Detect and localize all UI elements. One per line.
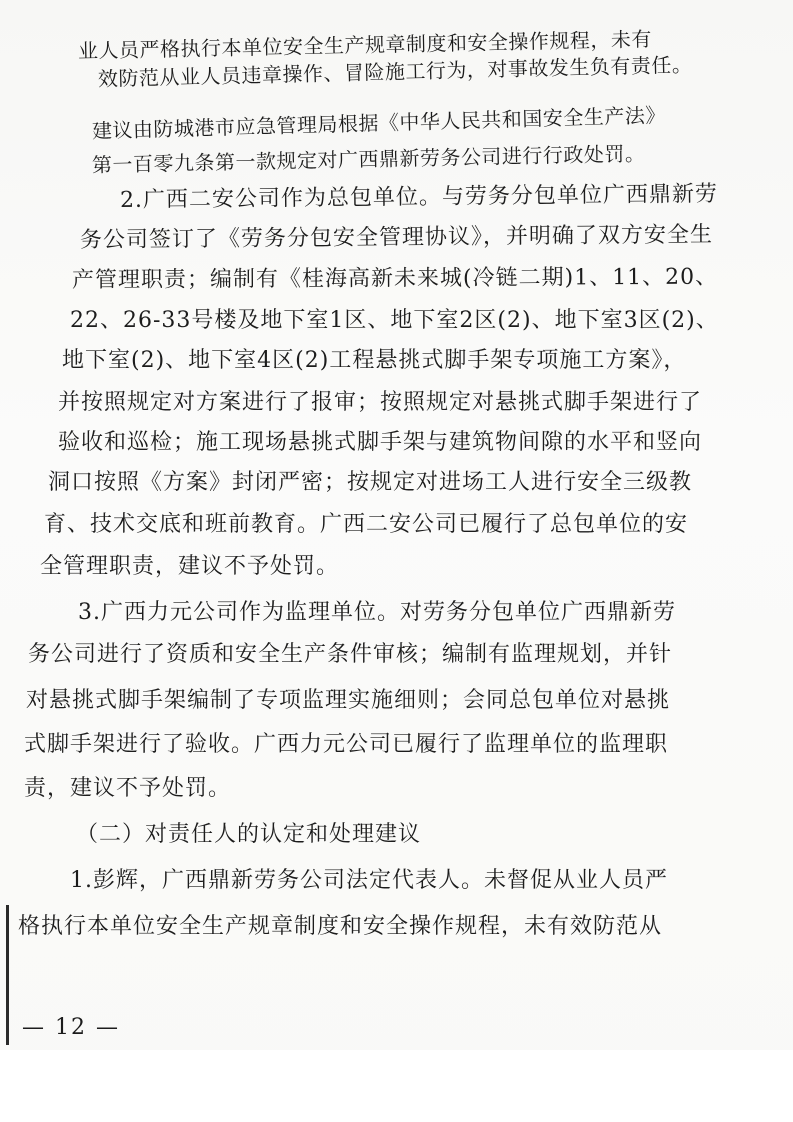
text-line: 并按照规定对方案进行了报审；按照规定对悬挑式脚手架进行了 [58,390,703,415]
text-line: 育、技术交底和班前教育。广西二安公司已履行了总包单位的安 [44,512,689,537]
text-line: 地下室(2)、地下室4区(2)工程悬挑式脚手架专项施工方案》， [62,348,687,373]
text-line: 洞口按照《方案》封闭严密；按规定对进场工人进行安全三级教 [48,470,693,495]
binder-edge [6,905,9,1045]
text-line: 业人员严格执行本单位安全生产规章制度和安全操作规程，未有 [77,26,653,63]
page-number: — 12 — [22,1015,120,1040]
text-line: 务公司签订了《劳务分包安全管理协议》，并明确了双方安全生 [79,222,714,253]
text-line: 2.广西二安公司作为总包单位。与劳务分包单位广西鼎新劳 [119,181,719,213]
text-line: 效防范从业人员违章操作、冒险施工行为，对事故发生负有责任。 [97,52,693,91]
text-line: 3.广西力元公司作为监理单位。对劳务分包单位广西鼎新劳 [78,600,676,625]
scan-margin [0,1050,793,1122]
text-line: 对悬挑式脚手架编制了专项监理实施细则；会同总包单位对悬挑 [26,688,671,713]
text-line: 责，建议不予处罚。 [24,776,232,801]
text-line: 建议由防城港市应急管理局根据《中华人民共和国安全生产法》 [91,102,667,143]
text-line: 22、26-33号楼及地下室1区、地下室2区(2)、地下室3区(2)、 [70,308,719,333]
text-line: 务公司进行了资质和安全生产条件审核；编制有监理规划，并针 [28,642,673,667]
text-line: 产管理职责；编制有《桂海高新未来城(冷链二期)1、11、20、 [71,264,719,293]
text-line: 格执行本单位安全生产规章制度和安全操作规程，未有效防范从 [18,914,663,939]
text-line: 验收和巡检；施工现场悬挑式脚手架与建筑物间隙的水平和竖向 [58,430,703,455]
text-line: 式脚手架进行了验收。广西力元公司已履行了监理单位的监理职 [24,732,669,757]
section-heading: （二）对责任人的认定和处理建议 [76,822,422,847]
text-line: 全管理职责，建议不予处罚。 [40,554,340,579]
text-line: 第一百零九条第一款规定对广西鼎新劳务公司进行行政处罚。 [91,141,646,177]
text-line: 1.彭辉，广西鼎新劳务公司法定代表人。未督促从业人员严 [70,868,668,893]
